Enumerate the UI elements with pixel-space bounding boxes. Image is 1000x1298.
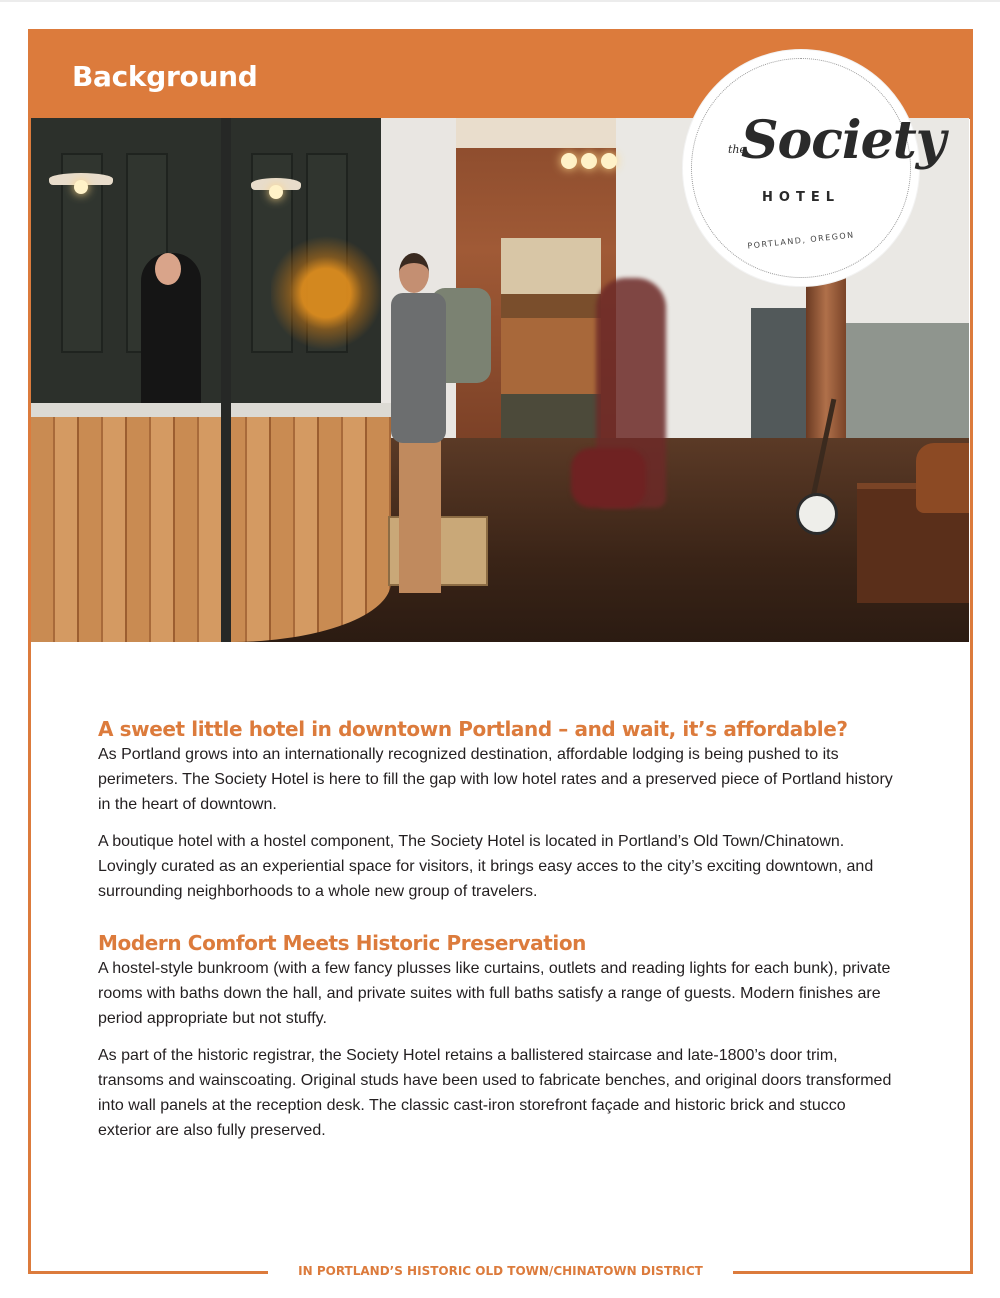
back-room-frame [456, 118, 616, 148]
paragraph: As part of the historic registrar, the Society Hotel retains a ballistered staircase and late-1800’s door trim, transoms and wainscoating. Original studs have been used to fabricate benches, and original doors transformed into wall panels at the reception desk. The classic cast-iron storefront façade and historic brick and stucco exterior are also fully preserved. [98, 1047, 892, 1139]
section-heading-preservation: Modern Comfort Meets Historic Preservation [98, 931, 587, 955]
footer-rule-right [733, 1271, 973, 1274]
ceiling-globe-light [601, 153, 617, 169]
logo-location: PORTLAND, OREGON [746, 230, 856, 251]
society-hotel-logo [683, 50, 945, 286]
travel-bag [571, 448, 646, 508]
footer-rule-left [28, 1271, 268, 1274]
paragraph: A hostel-style bunkroom (with a few fancy plusses like curtains, outlets and reading lights for each bunk), private rooms with baths down the hall, and private suites with full baths satisfy a range of guests. Modern finishes are period appropriate but not stuffy. [98, 960, 891, 1027]
ceiling-globe-light [561, 153, 577, 169]
logo-subtitle: HOTEL [762, 190, 840, 205]
lamp-bulb [74, 180, 88, 194]
body-content [98, 716, 898, 1143]
flower-arrangement [271, 233, 381, 353]
leather-sofa [916, 443, 969, 513]
vintage-trunks [501, 238, 601, 438]
reception-desk [31, 403, 391, 642]
section-heading-affordable: A sweet little hotel in downtown Portland – and wait, it’s affordable? [98, 717, 848, 741]
lamp-bulb [269, 185, 283, 199]
logo-name: Society [741, 110, 945, 171]
paragraph: A boutique hotel with a hostel component, The Society Hotel is located in Portland’s Old Town/Chinatown. Lovingly curated as an experiential space for visitors, it brings easy acces to the city’s exciting downtown, and surrounding neighborhoods to a whole new group of travelers. [98, 833, 874, 900]
guest-head [399, 253, 429, 293]
paragraph: As Portland grows into an internationally recognized destination, affordable lodging is being pushed to its perimeters. The Society Hotel is here to fill the gap with low hotel rates and a preserved piece of Portland history in the heart of downtown. [98, 746, 893, 813]
guest-legs [399, 438, 441, 593]
iron-pole [221, 118, 231, 642]
page-top-rule [0, 0, 1000, 2]
banjo [796, 493, 838, 535]
guest-torso [391, 293, 446, 443]
footer-tagline: IN PORTLAND’S HISTORIC OLD TOWN/CHINATOWN DISTRICT [298, 1264, 703, 1278]
ceiling-globe-light [581, 153, 597, 169]
receptionist-head [155, 253, 181, 285]
page-title: Background [72, 60, 258, 93]
logo-the: the [728, 143, 747, 156]
